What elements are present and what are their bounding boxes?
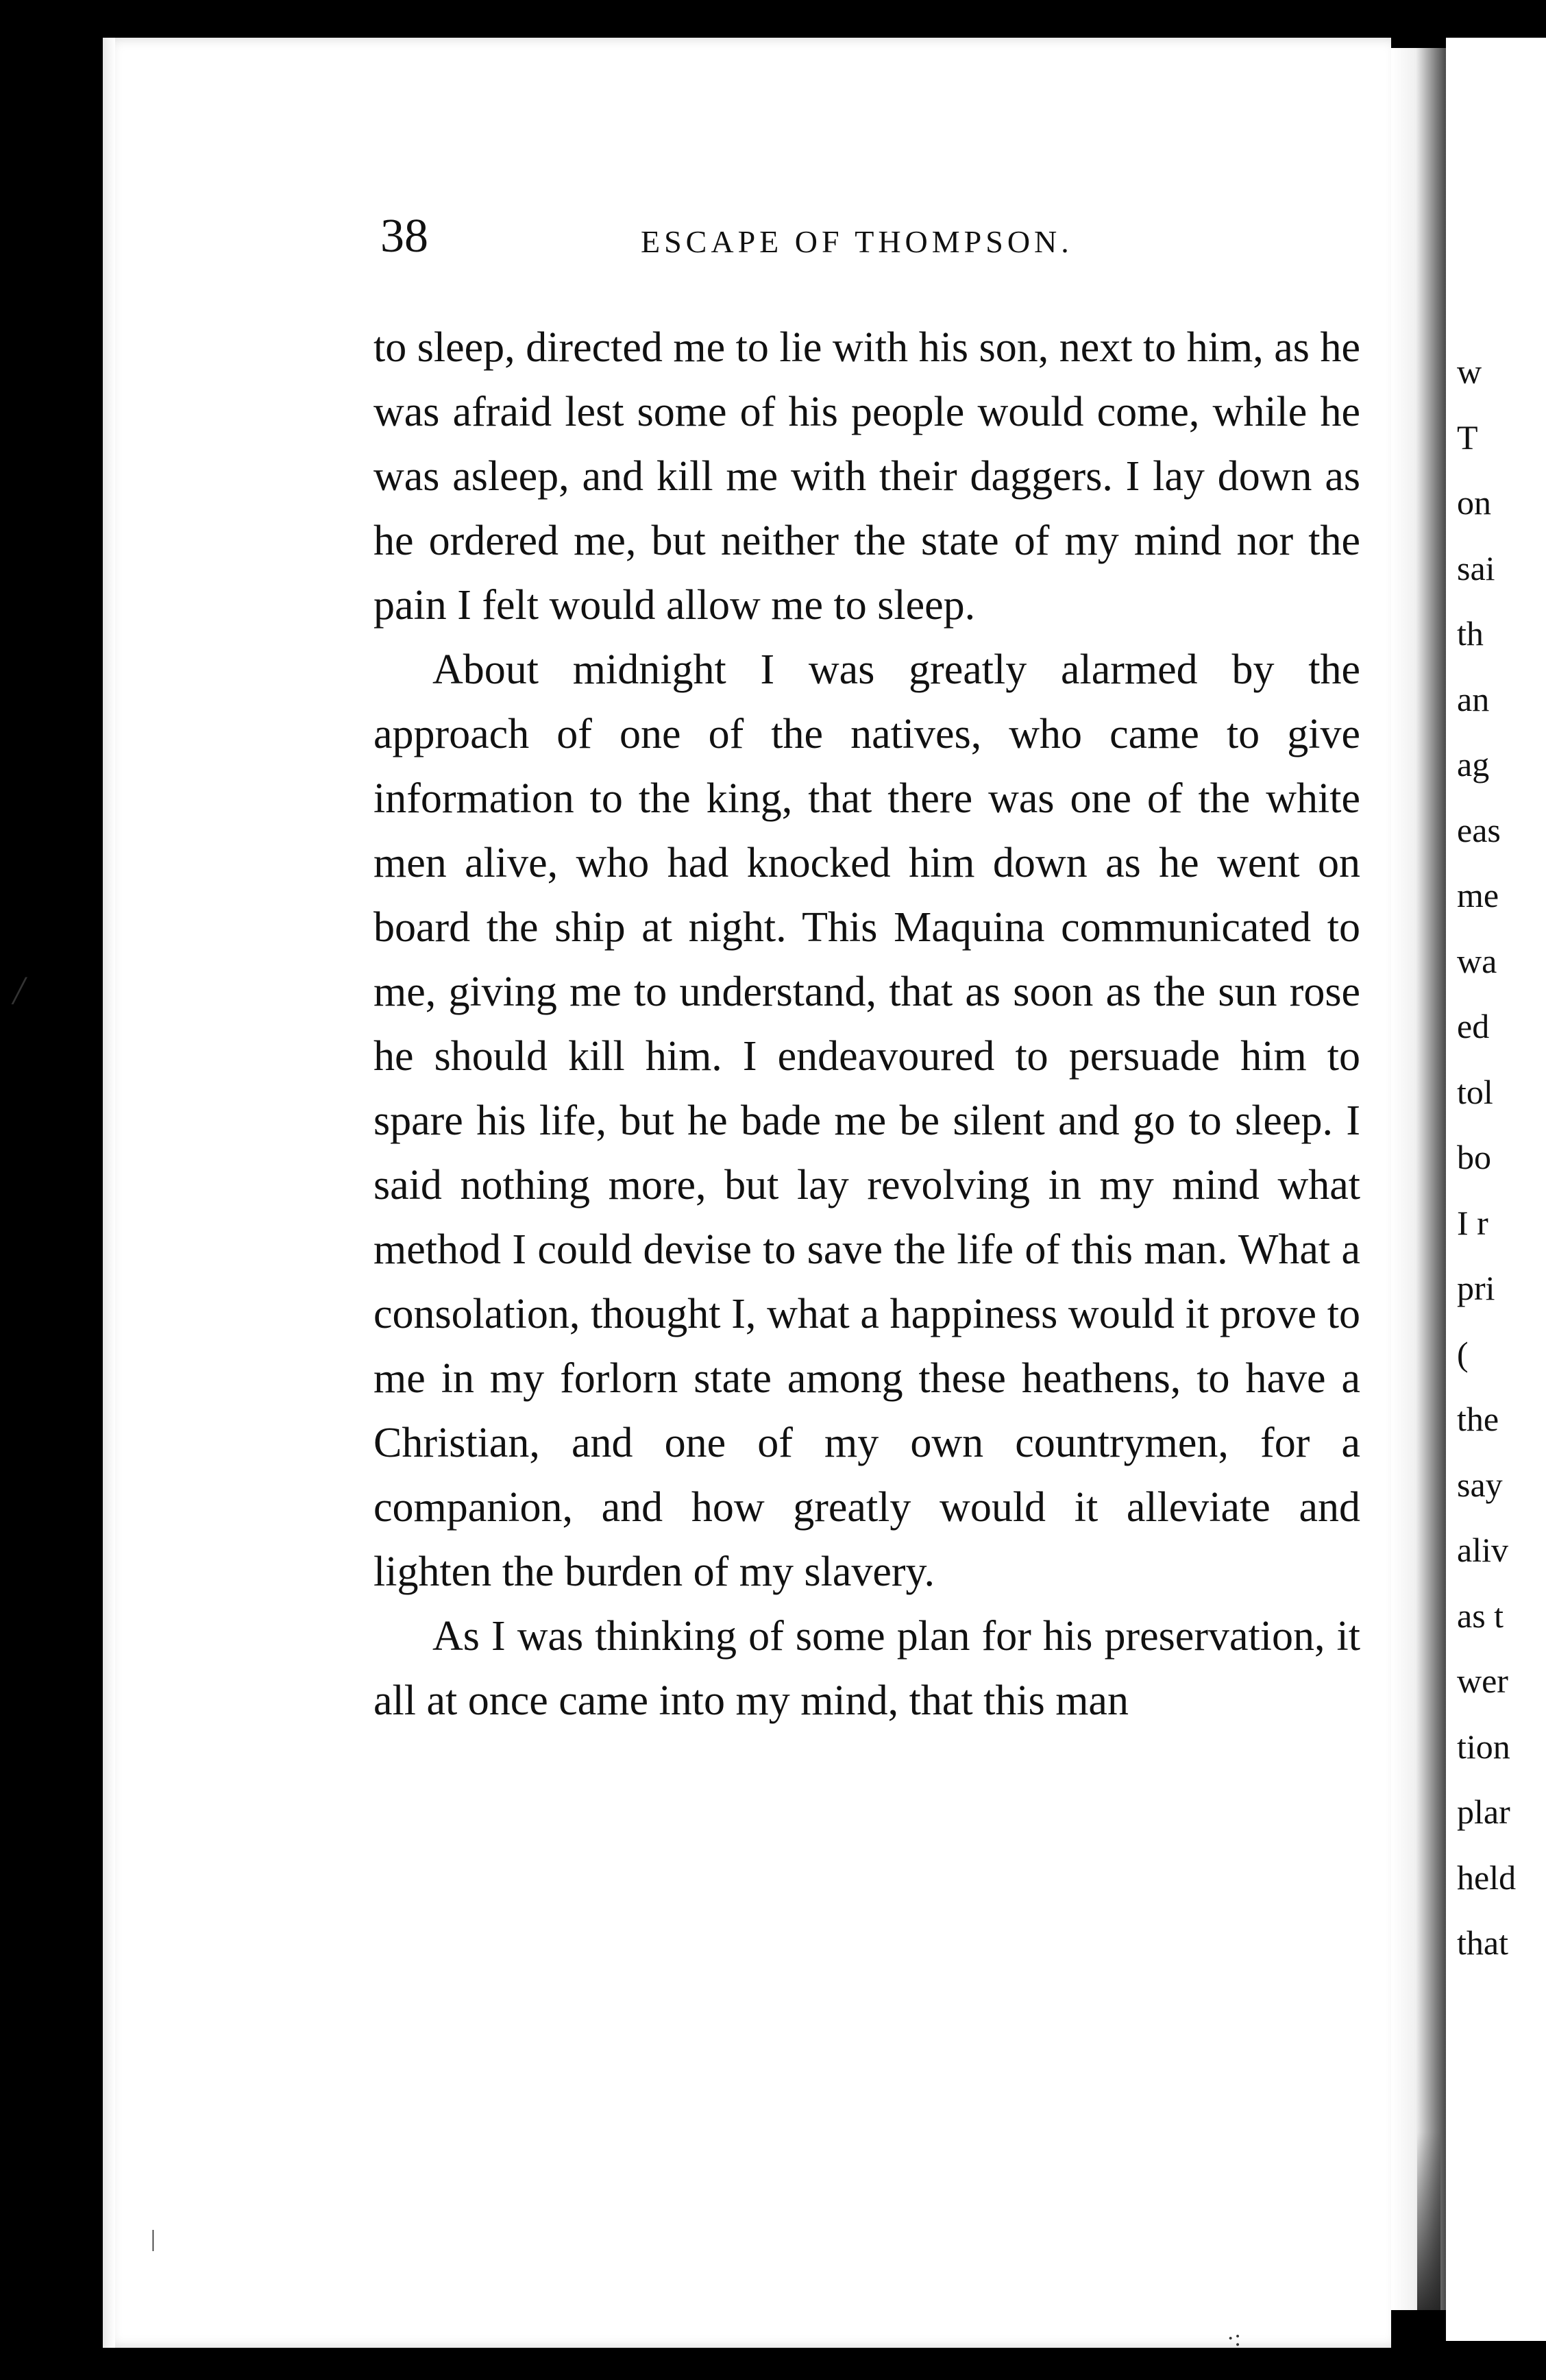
facing-line: me: [1457, 876, 1499, 914]
facing-line: eas: [1457, 810, 1501, 849]
facing-line: an: [1457, 679, 1490, 718]
facing-line: that: [1457, 1923, 1508, 1962]
facing-line: w: [1457, 352, 1482, 391]
facing-line: (: [1457, 1334, 1469, 1373]
facing-line: plar: [1457, 1793, 1510, 1831]
facing-line: wa: [1457, 941, 1497, 980]
facing-line: pri: [1457, 1269, 1495, 1307]
page-number: 38: [380, 210, 428, 263]
running-head: [380, 209, 1364, 271]
facing-line: the: [1457, 1400, 1499, 1438]
facing-line: I r: [1457, 1203, 1488, 1242]
facing-line: sai: [1457, 548, 1495, 587]
paragraph: As I was thinking of some plan for his preservation, it all at once came into my mind, that this man: [373, 1613, 1360, 1724]
scan-mark: ·:: [1227, 2326, 1241, 2351]
facing-line: tol: [1457, 1072, 1493, 1111]
paragraph: to sleep, directed me to lie with his son, next to him, as he was afraid lest some of his people would come, while he was asleep, and kill me with their daggers. I lay down as he ordered me, but neither the state of my mind nor the pain I felt would allow me to sleep.: [373, 324, 1360, 629]
facing-line: as t: [1457, 1596, 1504, 1635]
scan-mark: ╱: [12, 979, 27, 1004]
facing-line: ag: [1457, 745, 1490, 784]
facing-line: bo: [1457, 1138, 1491, 1176]
scan-mark: |: [151, 2226, 156, 2252]
facing-line: say: [1457, 1465, 1503, 1504]
page-title: ESCAPE OF THOMPSON.: [641, 224, 1073, 259]
paragraph: About midnight I was greatly alarmed by the approach of one of the natives, who came to give information to the king, that there was one of the white men alive, who had knocked him down as he went on board the ship at night. This Maquina communicated to me, giving me to understand, that as soon as the sun rose he should kill him. I endeavoured to persuade him to spare his life, but he bade me be silent and go to sleep. I said nothing more, but lay revolving in my mind what method I could devise to save the life of this man. What a consolation, thought I, what a happiness would it prove to me in my forlorn state among these heathens, to have a Christian, and one of my own countrymen, for a companion, and how greatly would it alleviate and lighten the burden of my slavery.: [373, 646, 1360, 1595]
facing-line: on: [1457, 483, 1491, 522]
facing-line: T: [1457, 417, 1478, 457]
facing-page-text: [1457, 339, 1516, 1976]
facing-line: th: [1457, 614, 1484, 653]
book-gutter: [1391, 48, 1446, 2310]
body-text: [373, 315, 1360, 1733]
facing-line: held: [1457, 1858, 1517, 1897]
facing-line: wer: [1457, 1662, 1508, 1700]
facing-page: [1446, 38, 1546, 2341]
facing-line: ed: [1457, 1007, 1490, 1045]
facing-line: aliv: [1457, 1531, 1508, 1569]
facing-line: tion: [1457, 1727, 1510, 1766]
